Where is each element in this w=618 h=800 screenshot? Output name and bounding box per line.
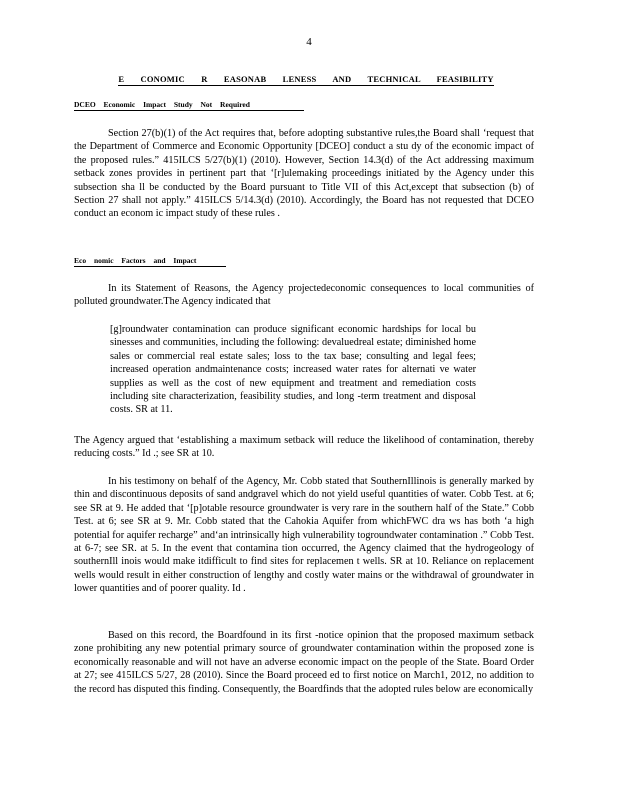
subheading-economic-factors: Eco nomic Factors and Impact (74, 256, 226, 267)
paragraph-statement-of-reasons: In its Statement of Reasons, the Agency projectedeconomic consequences to local communities of polluted groundwater.The Agency indicated that (74, 283, 534, 308)
paragraph-agency-argued: The Agency argued that ‘establishing a maximum setback will reduce the likelihood of contamination, thereby reducing costs.” Id .; see SR at 10. (74, 435, 534, 460)
subheading-dceo: DCEO Economic Impact Study Not Required (74, 100, 304, 111)
paragraph-board-finding: Based on this record, the Boardfound in its first -notice opinion that the proposed maximum setback zone prohibiting any new potential primary source of groundwater contamination within the proposed zone is economically reasonable and will not have an adverse economic impact on the people of the State. Board Order at 27; see 415ILCS 5/27, 28 (2010). Since the Board proceed ed to first notice on March1, 2012, no addition to the record has disputed this finding. Consequently, the Boardfinds that the adopted rules below are economically (74, 630, 534, 695)
block-quote: [g]roundwater contamination can produce significant economic hardships for local bu sinesses and communities, including the following: devaluedreal estate; diminished home sales or commercial real estate sales; loss to the tax base; consulting and legal fees; increased operation andmaintenance costs; increased water rates for alternati ve water supplies as well as the cost of new equipment and treatment and remediation costs including site characterization, feasibility studies, and long -term treatment and disposal costs. SR at 11. (110, 324, 476, 416)
paragraph-cobb-testimony: In his testimony on behalf of the Agency, Mr. Cobb stated that SouthernIllinois is generally marked by thin and discontinuous deposits of sand andgravel which do not yield useful quantities of water. Cobb Test. at 6; see SR at 9. He added that ‘[p]otable resource groundwater is very rare in the southern half of the State.” Cobb Test. at 6; see SR at 9. Mr. Cobb stated that the Cahokia Aquifer from whichFWC dra ws has both ‘a high potential for aquifer recharge” and‘an intrinsically high vulnerability togroundwater contamination .” Cobb Test. at 6-7; see SR. at 5. In the event that contamina tion occurred, the Agency claimed that the hydrogeology of southernIll inois would make itdifficult to find sites for replacemen t wells. SR at 10. Reliance on replacement wells would result in either construction of lengthy and costly water mains or the withdrawal of groundwater in lower quantities and of poorer quality. Id . (74, 476, 534, 595)
paragraph-dceo: Section 27(b)(1) of the Act requires that, before adopting substantive rules,the Board shall ‘request that the Department of Commerce and Economic Opportunity [DCEO] conduct a stu dy of the economic impact of the proposed rules.” 415ILCS 5/27(b)(1) (2010). However, Section 14.3(d) of the Act addressing maximum setback zones provides in pertinent part that ‘[r]ulemaking proceedings initiated by the Agency under this subsection sha ll be conducted by the Board pursuant to Title VII of this Act,except that subsection (b) of Section 27 shall not apply.” 415ILCS 5/14.3(d) (2010). Accordingly, the Board has not requested that DCEO conduct an econom ic impact study of these rules . (74, 128, 534, 220)
section-heading: E CONOMIC R EASONAB LENESS AND TECHNICAL FEASIBILITY (118, 74, 494, 84)
page-number: 4 (306, 36, 312, 48)
